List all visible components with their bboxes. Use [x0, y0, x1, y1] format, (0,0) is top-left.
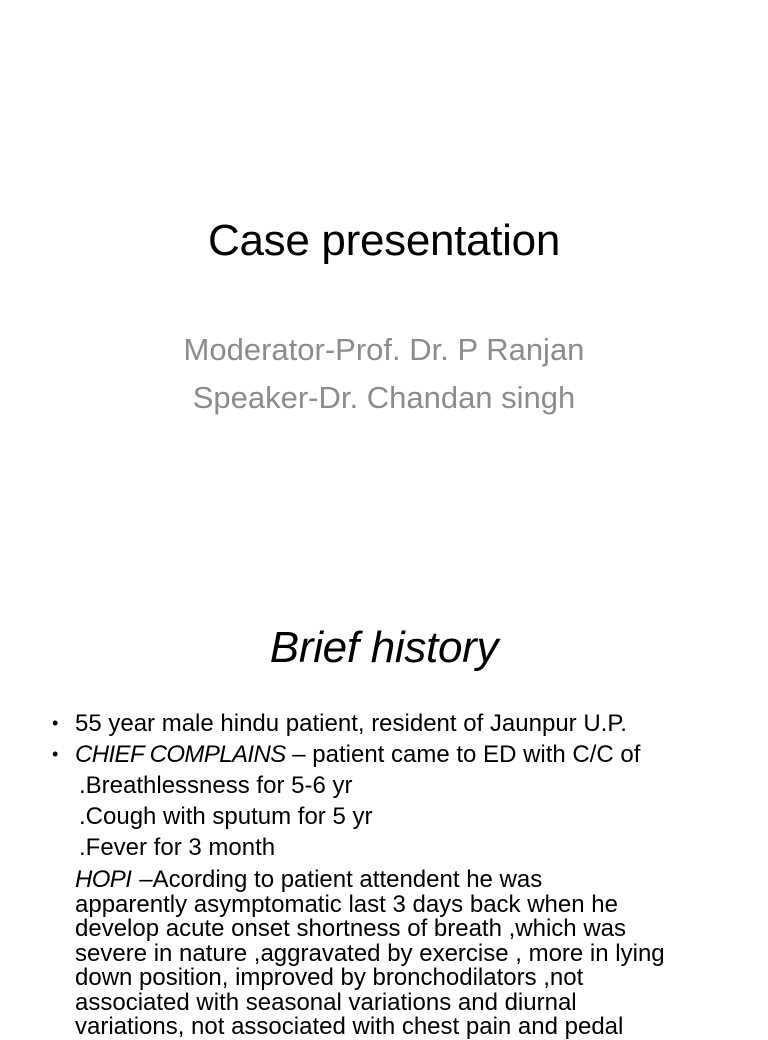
hopi-line [75, 868, 765, 893]
presentation-title: Case presentation [207, 216, 560, 265]
hopi-label: HOPI [75, 866, 132, 893]
hopi-line: apparently asymptomatic last 3 days back when he [75, 890, 618, 918]
chief-complaints-text: – patient came to ED with C/C of [285, 741, 641, 768]
complaint-item: .Fever for 3 month [79, 834, 276, 861]
complaint-item: .Breathlessness for 5-6 yr [79, 772, 353, 799]
complaint-item: .Cough with sputum for 5 yr [79, 803, 373, 830]
speaker-line: Speaker-Dr. Chandan singh [192, 380, 576, 415]
history-bullet-list [52, 708, 762, 863]
bullet-icon: • [52, 744, 59, 764]
bullet-chief-complaints [52, 739, 762, 770]
slide-title: Brief history [269, 623, 499, 672]
hopi-line: variations, not associated with chest pain and pedal [75, 1013, 624, 1040]
hopi-text: –Acording to patient attendent he was [139, 866, 543, 893]
bullet-icon: • [52, 713, 59, 733]
chief-complaints-label: CHIEF COMPLAINS [75, 741, 286, 768]
patient-info-text: 55 year male hindu patient, resident of Jaunpur U.P. [75, 710, 627, 737]
moderator-line: Moderator-Prof. Dr. P Ranjan [183, 332, 585, 367]
hopi-line: down position, improved by bronchodilators ,not [75, 964, 584, 991]
bullet-patient-info [52, 708, 762, 739]
hopi-line: develop acute onset shortness of breath ,which was [75, 915, 626, 942]
brief-history-slide [0, 580, 768, 1040]
hopi-line: severe in nature ,aggravated by exercise , more in lying [75, 939, 665, 967]
hopi-paragraph [75, 868, 765, 1040]
hopi-line: associated with seasonal variations and diurnal [75, 988, 577, 1016]
